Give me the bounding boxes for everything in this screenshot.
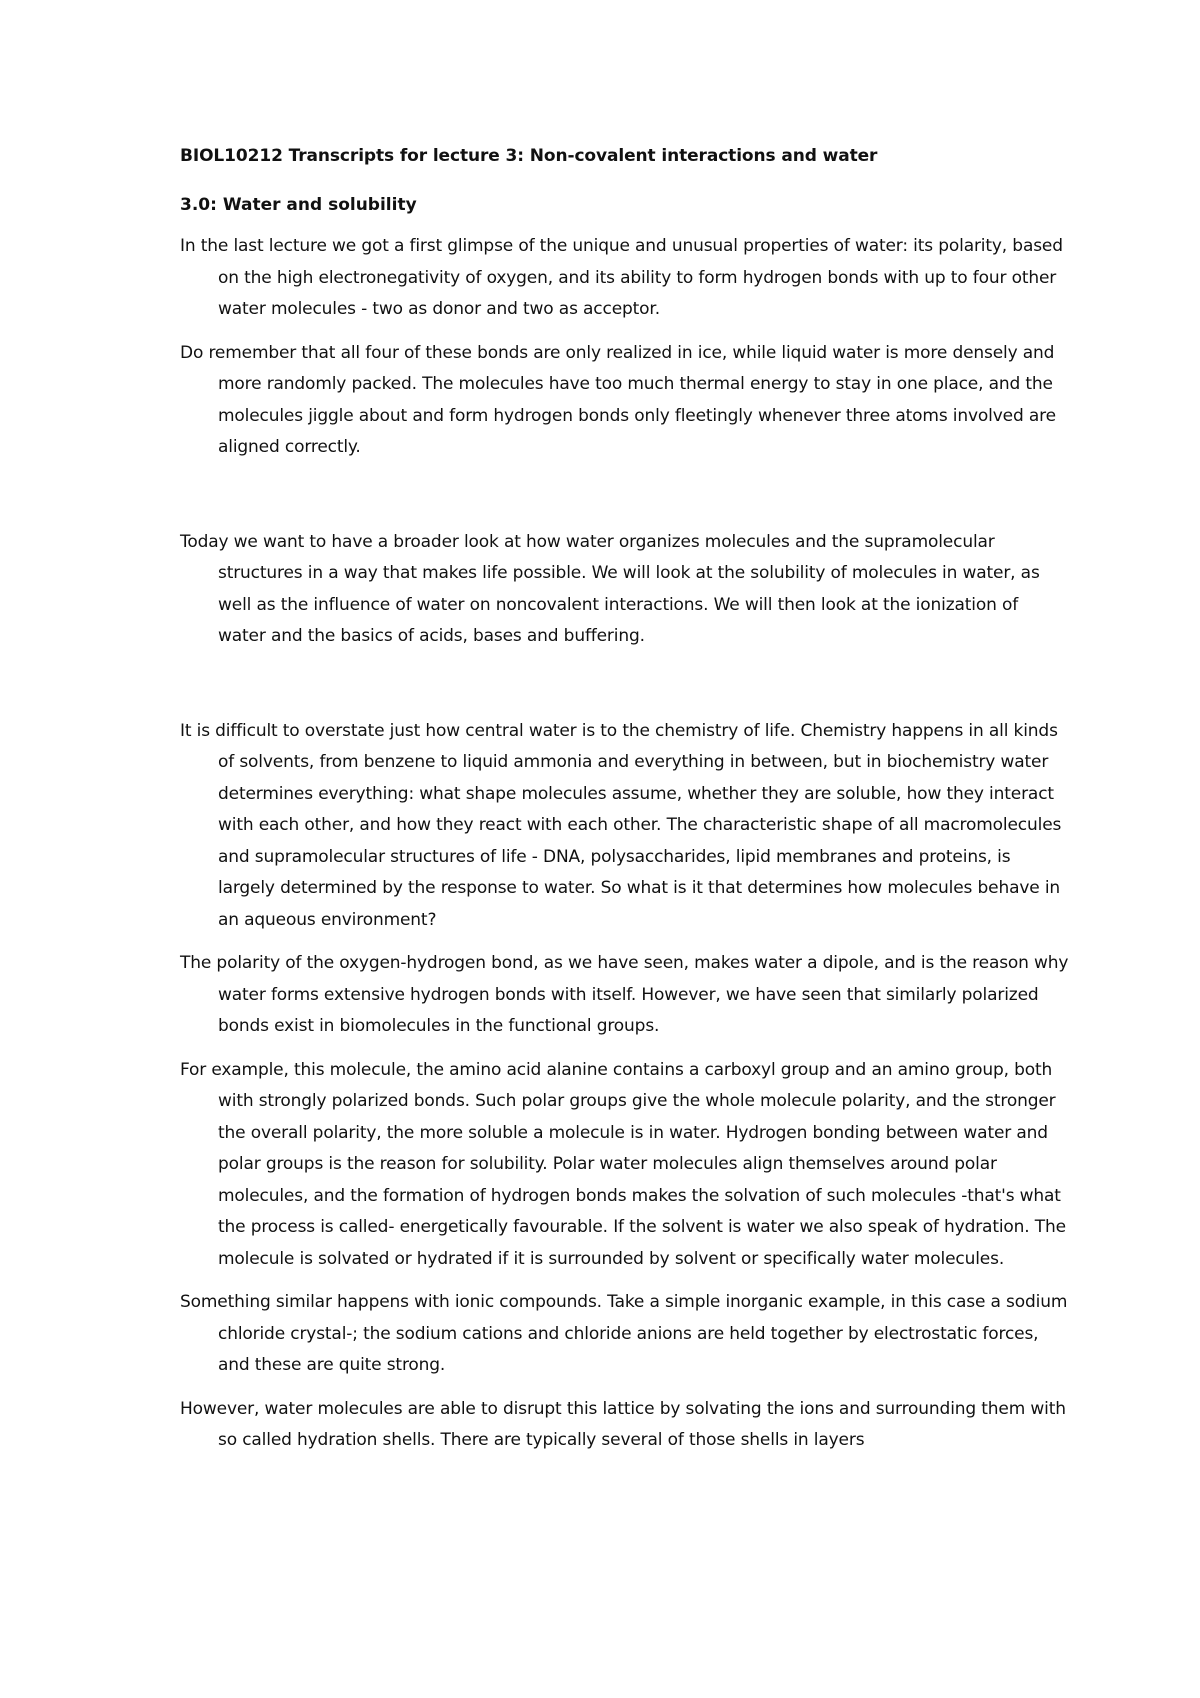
paragraph-ice: Do remember that all four of these bonds are only realized in ice, while liquid water is more densely and more randomly packed. The molecules have too much thermal energy to stay in one place, and the molecules jiggle about and form hydrogen bonds only fleetingly whenever three atoms involved are aligned correctly. <box>180 342 1056 457</box>
document-title: BIOL10212 Transcripts for lecture 3: Non-covalent interactions and water <box>180 146 878 166</box>
paragraph-polarity: The polarity of the oxygen-hydrogen bond, as we have seen, makes water a dipole, and is the reason why water forms extensive hydrogen bonds with itself. However, we have seen that similarly polarized bonds exist in biomolecules in the functional groups. <box>180 953 1069 1036</box>
document-body <box>180 146 1070 1457</box>
paragraph-today: Today we want to have a broader look at how water organizes molecules and the supramolecular structures in a way that makes life possible. We will look at the solubility of molecules in water, as well as the influence of water on noncovalent interactions. We will then look at the ionization of water and the basics of acids, bases and buffering. <box>180 531 1040 646</box>
paragraph-hydration-shells: However, water molecules are able to disrupt this lattice by solvating the ions and surrounding them with so called hydration shells. There are typically several of those shells in layers <box>180 1398 1066 1450</box>
paragraph-intro: In the last lecture we got a first glimpse of the unique and unusual properties of water: its polarity, based on the high electronegativity of oxygen, and its ability to form hydrogen bonds with up to four other water molecules - two as donor and two as acceptor. <box>180 236 1063 319</box>
paragraph-central-water: It is difficult to overstate just how central water is to the chemistry of life. Chemistry happens in all kinds of solvents, from benzene to liquid ammonia and everything in between, but in biochemistry water determines everything: what shape molecules assume, whether they are soluble, how they interact with each other, and how they react with each other. The characteristic shape of all macromolecules and supramolecular structures of life - DNA, polysaccharides, lipid membranes and proteins, is largely determined by the response to water. So what is it that determines how molecules behave in an aqueous environment? <box>180 720 1062 930</box>
paragraph-ionic: Something similar happens with ionic compounds. Take a simple inorganic example, in this case a sodium chloride crystal-; the sodium cations and chloride anions are held together by electrostatic forces, and these are quite strong. <box>180 1292 1068 1375</box>
section-heading: 3.0: Water and solubility <box>180 195 417 215</box>
paragraph-alanine: For example, this molecule, the amino acid alanine contains a carboxyl group and an amino group, both with strongly polarized bonds. Such polar groups give the whole molecule polarity, and the stronger the overall polarity, the more soluble a molecule is in water. Hydrogen bonding between water and polar groups is the reason for solubility. Polar water molecules align themselves around polar molecules, and the formation of hydrogen bonds makes the solvation of such molecules -that's what the process is called- energetically favourable. If the solvent is water we also speak of hydration. The molecule is solvated or hydrated if it is surrounded by solvent or specifically water molecules. <box>180 1059 1066 1269</box>
